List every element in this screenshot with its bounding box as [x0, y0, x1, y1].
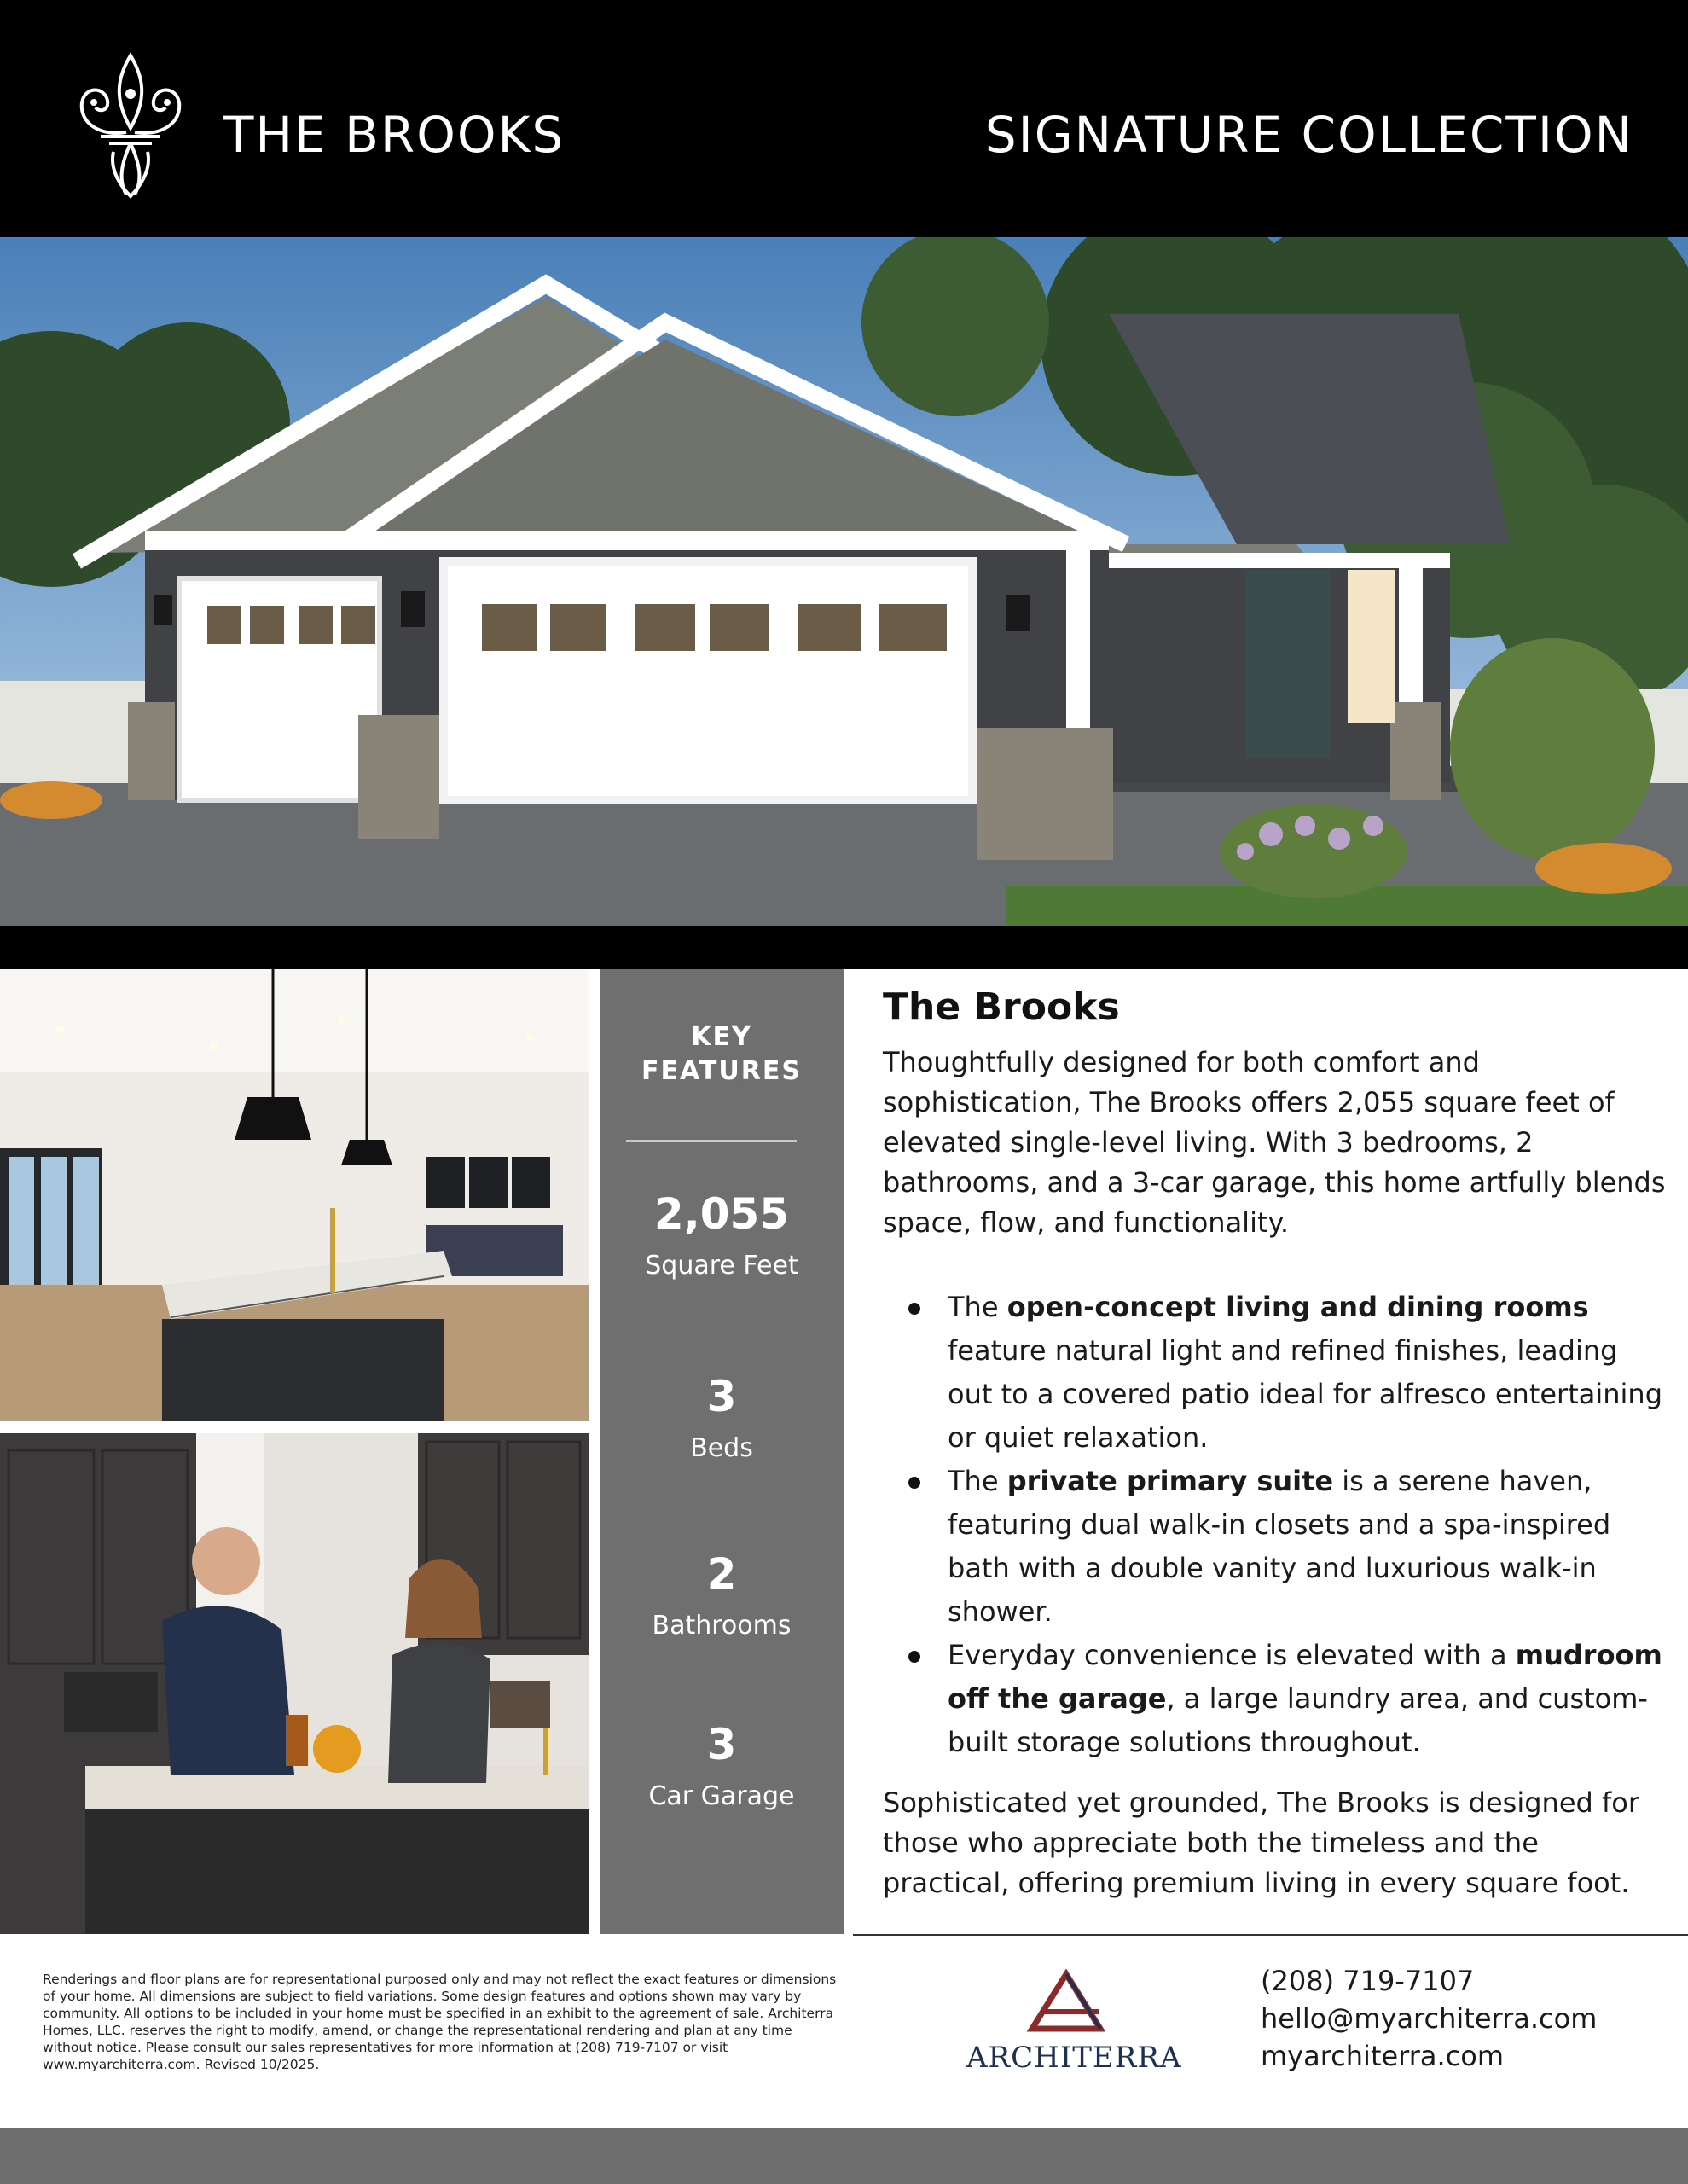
- bullet-emphasis: private primary suite: [1006, 1465, 1334, 1497]
- stat-value: 2: [706, 1549, 737, 1599]
- description-intro: Thoughtfully designed for both comfort and sophistication, The Brooks offers 2,055 square feet of elevated single-level living. With 3 bedrooms, 2 bathrooms, and a 3-car garage, this home artfully blends space, flow, and functionality.: [883, 1046, 1666, 1239]
- stat-car-garage: [600, 1720, 844, 1811]
- key-features-panel: [600, 969, 844, 1934]
- footer-divider: [853, 1934, 1688, 1936]
- bottom-bar: [0, 2128, 1688, 2184]
- list-item: [883, 1286, 1668, 1460]
- description-section: [883, 985, 1668, 1903]
- key-features-heading-line2: FEATURES: [641, 1056, 802, 1086]
- brand-title: THE BROOKS: [223, 106, 566, 164]
- list-item: [883, 1460, 1668, 1634]
- description-title: The Brooks: [883, 985, 1120, 1029]
- stat-beds: [600, 1372, 844, 1463]
- key-features-heading: [600, 1020, 844, 1089]
- stat-square-feet: [600, 1189, 844, 1281]
- key-features-divider: [626, 1140, 797, 1142]
- bullet-text: Everyday convenience is elevated with a: [948, 1639, 1516, 1671]
- legal-disclaimer: Renderings and floor plans are for representational purposed only and may not reflect the exact features or dimensions of your home. All dimensions are subject to field variations. Some design features and options shown may vary by community. All options to be included in your home must be specified in an exhibit to the agreement of sale. Architerra Homes, LLC. reserves the right to modify, amend, or change the representational rendering and plan at any time without notice. Please consult our sales representatives for more information at (208) 719-7107 or visit www.myarchiterra.com. Revised 10/2025.: [43, 1972, 837, 2072]
- collection-title: SIGNATURE COLLECTION: [984, 106, 1633, 164]
- stat-value: 2,055: [653, 1189, 790, 1239]
- stat-label: Square Feet: [645, 1251, 798, 1281]
- email-address[interactable]: hello@myarchiterra.com: [1261, 2002, 1598, 2035]
- company-wordmark: ARCHITERRA: [966, 2041, 1182, 2075]
- bullet-text: The: [948, 1291, 1007, 1323]
- fleur-de-lis-logo: [75, 51, 186, 200]
- bullet-text: is a serene haven, featuring dual walk-in closets and a spa-inspired bath with a double vanity and luxurious walk-in shower.: [948, 1465, 1611, 1628]
- bullet-text: The: [948, 1465, 1007, 1497]
- stat-label: Bathrooms: [652, 1611, 792, 1641]
- kitchen-photo: [0, 969, 589, 1421]
- list-item: [883, 1634, 1668, 1764]
- key-features-heading-line1: KEY: [691, 1022, 752, 1052]
- bullet-emphasis: open-concept living and dining rooms: [1006, 1291, 1589, 1323]
- bullet-emphasis: mudroom off the garage: [948, 1639, 1662, 1715]
- bullet-text: feature natural light and refined finishes, leading out to a covered patio ideal for alfresco entertaining or quiet relaxation.: [948, 1334, 1663, 1454]
- stat-value: 3: [706, 1720, 737, 1769]
- description-outro: Sophisticated yet grounded, The Brooks is designed for those who appreciate both the timeless and the practical, offering premium living in every square foot.: [883, 1786, 1639, 1899]
- contact-info: [1261, 1962, 1597, 2075]
- hero-house-image: [0, 237, 1688, 926]
- stat-label: Car Garage: [648, 1781, 795, 1811]
- feature-list: [883, 1286, 1668, 1764]
- stat-label: Beds: [690, 1433, 753, 1463]
- couple-kitchen-photo: [0, 1433, 589, 1934]
- architerra-logo-icon: [964, 1969, 1169, 2037]
- header-bar: [0, 0, 1688, 237]
- website-link[interactable]: myarchiterra.com: [1261, 2040, 1505, 2072]
- bullet-text: , a large laundry area, and custom-built storage solutions throughout.: [948, 1682, 1648, 1758]
- stat-value: 3: [706, 1372, 737, 1421]
- hero-bottom-band: [0, 926, 1688, 969]
- phone-number[interactable]: (208) 719-7107: [1261, 1965, 1475, 1997]
- stat-bathrooms: [600, 1549, 844, 1641]
